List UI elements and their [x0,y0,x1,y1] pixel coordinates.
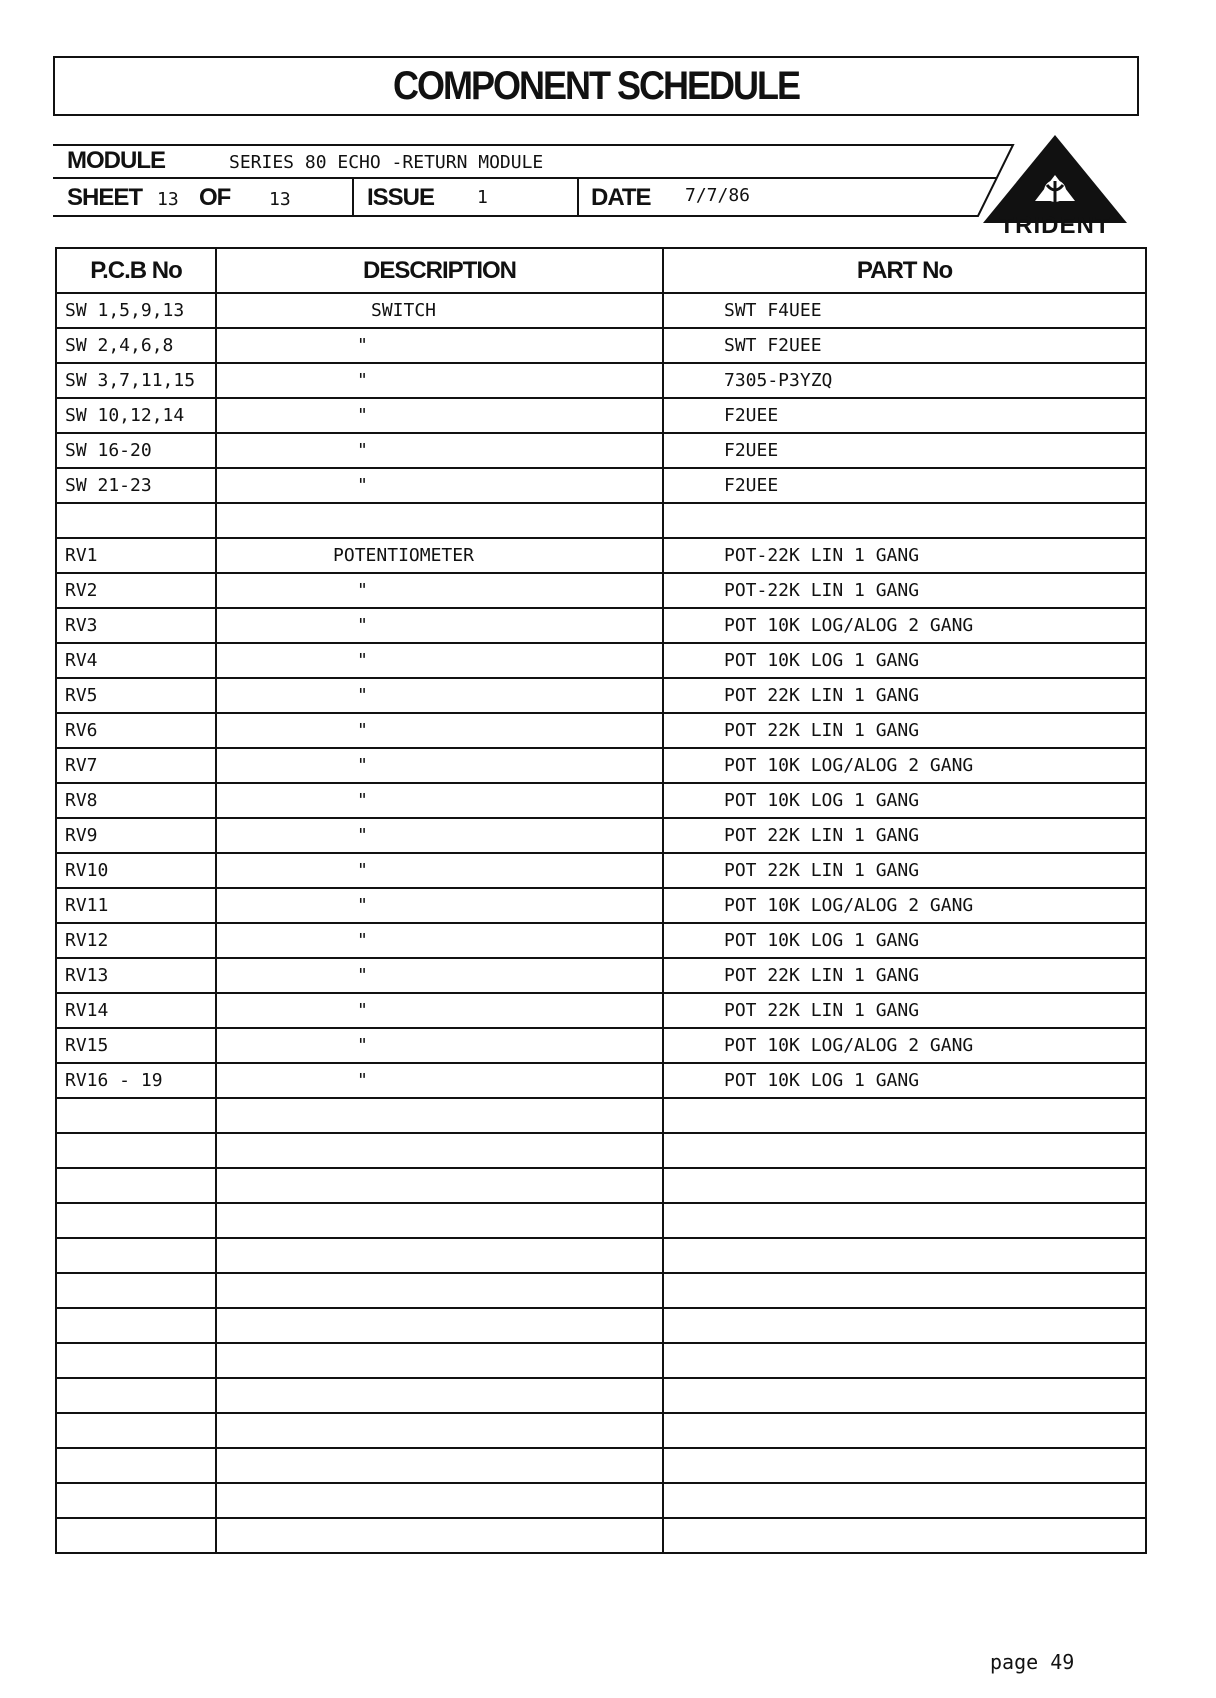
module-label: MODULE [67,147,165,174]
part-cell: POT-22K LIN 1 GANG [663,538,1146,573]
pcb-cell [56,1448,216,1483]
part-cell [663,503,1146,538]
pcb-cell: RV8 [56,783,216,818]
column-header-description: DESCRIPTION [216,248,663,293]
table-row [56,888,1146,923]
table-row [56,1483,1146,1518]
table-row [56,853,1146,888]
pcb-cell [56,1308,216,1343]
part-cell [663,1133,1146,1168]
table-row [56,573,1146,608]
description-cell: " [216,783,663,818]
logo-text: TRIDENT [999,212,1111,239]
description-cell: POTENTIOMETER [216,538,663,573]
pcb-cell [56,1273,216,1308]
part-cell [663,1273,1146,1308]
part-cell: POT 22K LIN 1 GANG [663,853,1146,888]
table-row [56,433,1146,468]
description-cell [216,1168,663,1203]
pcb-cell: SW 3,7,11,15 [56,363,216,398]
part-cell [663,1448,1146,1483]
table-row [56,538,1146,573]
description-cell: SWITCH [216,293,663,328]
pcb-cell: RV12 [56,923,216,958]
pcb-cell: RV14 [56,993,216,1028]
page-title: COMPONENT SCHEDULE [392,62,800,108]
pcb-cell [56,1343,216,1378]
pcb-cell [56,1413,216,1448]
pcb-cell [56,503,216,538]
table-row [56,713,1146,748]
pcb-cell: RV9 [56,818,216,853]
of-label: OF [199,184,231,211]
pcb-cell: RV15 [56,1028,216,1063]
part-cell: POT 10K LOG 1 GANG [663,923,1146,958]
pcb-cell: SW 21-23 [56,468,216,503]
issue-value: 1 [477,187,488,208]
table-row [56,993,1146,1028]
description-cell [216,1518,663,1553]
part-cell [663,1308,1146,1343]
pcb-cell [56,1518,216,1553]
date-label: DATE [591,184,651,211]
pcb-cell: SW 1,5,9,13 [56,293,216,328]
part-cell: POT 22K LIN 1 GANG [663,958,1146,993]
header-block [53,143,1043,218]
description-cell: " [216,433,663,468]
part-cell: 7305-P3YZQ [663,363,1146,398]
pcb-cell: RV3 [56,608,216,643]
table-row [56,1028,1146,1063]
date-value: 7/7/86 [685,185,751,206]
table-row [56,1238,1146,1273]
description-cell: " [216,328,663,363]
table-row [56,643,1146,678]
description-cell: " [216,958,663,993]
description-cell [216,1203,663,1238]
pcb-cell: RV2 [56,573,216,608]
description-cell: " [216,818,663,853]
table-row [56,468,1146,503]
part-cell: POT 22K LIN 1 GANG [663,818,1146,853]
description-cell: " [216,398,663,433]
description-cell [216,1238,663,1273]
part-cell: POT 22K LIN 1 GANG [663,713,1146,748]
table-row [56,293,1146,328]
description-cell [216,1378,663,1413]
part-cell: POT 10K LOG/ALOG 2 GANG [663,888,1146,923]
description-cell: " [216,608,663,643]
pcb-cell: RV4 [56,643,216,678]
pcb-cell: RV11 [56,888,216,923]
table-row [56,783,1146,818]
table-row [56,1448,1146,1483]
description-cell [216,1133,663,1168]
table-row [56,958,1146,993]
module-value: SERIES 80 ECHO -RETURN MODULE [229,152,544,173]
description-cell: " [216,468,663,503]
description-cell [216,1483,663,1518]
part-cell [663,1343,1146,1378]
table-row [56,363,1146,398]
description-cell: " [216,643,663,678]
description-cell [216,503,663,538]
description-cell: " [216,888,663,923]
of-value: 13 [269,189,291,210]
description-cell [216,1098,663,1133]
table-row [56,503,1146,538]
table-row [56,1518,1146,1553]
table-row [56,1098,1146,1133]
pcb-cell [56,1203,216,1238]
table-row [56,748,1146,783]
description-cell [216,1343,663,1378]
part-cell [663,1168,1146,1203]
part-cell [663,1413,1146,1448]
part-cell [663,1203,1146,1238]
table-row [56,1413,1146,1448]
description-cell: " [216,748,663,783]
description-cell: " [216,713,663,748]
pcb-cell: RV16 - 19 [56,1063,216,1098]
pcb-cell: RV13 [56,958,216,993]
part-cell: POT 10K LOG 1 GANG [663,1063,1146,1098]
description-cell: " [216,678,663,713]
column-header-part: PART No [663,248,1146,293]
part-cell: POT 10K LOG/ALOG 2 GANG [663,1028,1146,1063]
table-row [56,328,1146,363]
pcb-cell: RV5 [56,678,216,713]
part-cell: POT 10K LOG 1 GANG [663,783,1146,818]
component-table [55,247,1147,1554]
part-cell: POT 10K LOG 1 GANG [663,643,1146,678]
part-cell: POT-22K LIN 1 GANG [663,573,1146,608]
table-row [56,818,1146,853]
description-cell: " [216,993,663,1028]
table-row [56,1378,1146,1413]
part-cell: POT 10K LOG/ALOG 2 GANG [663,608,1146,643]
description-cell: " [216,1028,663,1063]
pcb-cell [56,1168,216,1203]
part-cell: POT 22K LIN 1 GANG [663,993,1146,1028]
description-cell [216,1273,663,1308]
part-cell: F2UEE [663,398,1146,433]
description-cell [216,1448,663,1483]
pcb-cell [56,1238,216,1273]
table-row [56,608,1146,643]
pcb-cell [56,1378,216,1413]
part-cell [663,1483,1146,1518]
pcb-cell [56,1133,216,1168]
pcb-cell: RV6 [56,713,216,748]
part-cell: F2UEE [663,433,1146,468]
part-cell [663,1098,1146,1133]
part-cell: POT 22K LIN 1 GANG [663,678,1146,713]
table-row [56,678,1146,713]
description-cell: " [216,1063,663,1098]
pcb-cell [56,1483,216,1518]
pcb-cell: RV7 [56,748,216,783]
title-box [53,56,1139,116]
sheet-label: SHEET [67,184,143,211]
description-cell [216,1413,663,1448]
pcb-cell: SW 2,4,6,8 [56,328,216,363]
table-row [56,1273,1146,1308]
part-cell [663,1238,1146,1273]
pcb-cell: SW 16-20 [56,433,216,468]
pcb-cell: RV1 [56,538,216,573]
description-cell: " [216,853,663,888]
description-cell [216,1308,663,1343]
pcb-cell: RV10 [56,853,216,888]
part-cell [663,1518,1146,1553]
part-cell: F2UEE [663,468,1146,503]
table-row [56,1343,1146,1378]
table-row [56,1133,1146,1168]
table-row [56,1308,1146,1343]
part-cell: POT 10K LOG/ALOG 2 GANG [663,748,1146,783]
table-header-row [56,248,1146,293]
table-row [56,398,1146,433]
part-cell [663,1378,1146,1413]
part-cell: SWT F4UEE [663,293,1146,328]
pcb-cell: SW 10,12,14 [56,398,216,433]
table-row [56,1063,1146,1098]
sheet-value: 13 [157,189,179,210]
issue-label: ISSUE [367,184,435,211]
table-row [56,923,1146,958]
page-number: page 49 [990,1650,1075,1674]
description-cell: " [216,363,663,398]
table-row [56,1168,1146,1203]
column-header-pcb: P.C.B No [56,248,216,293]
description-cell: " [216,923,663,958]
description-cell: " [216,573,663,608]
table-row [56,1203,1146,1238]
part-cell: SWT F2UEE [663,328,1146,363]
pcb-cell [56,1098,216,1133]
